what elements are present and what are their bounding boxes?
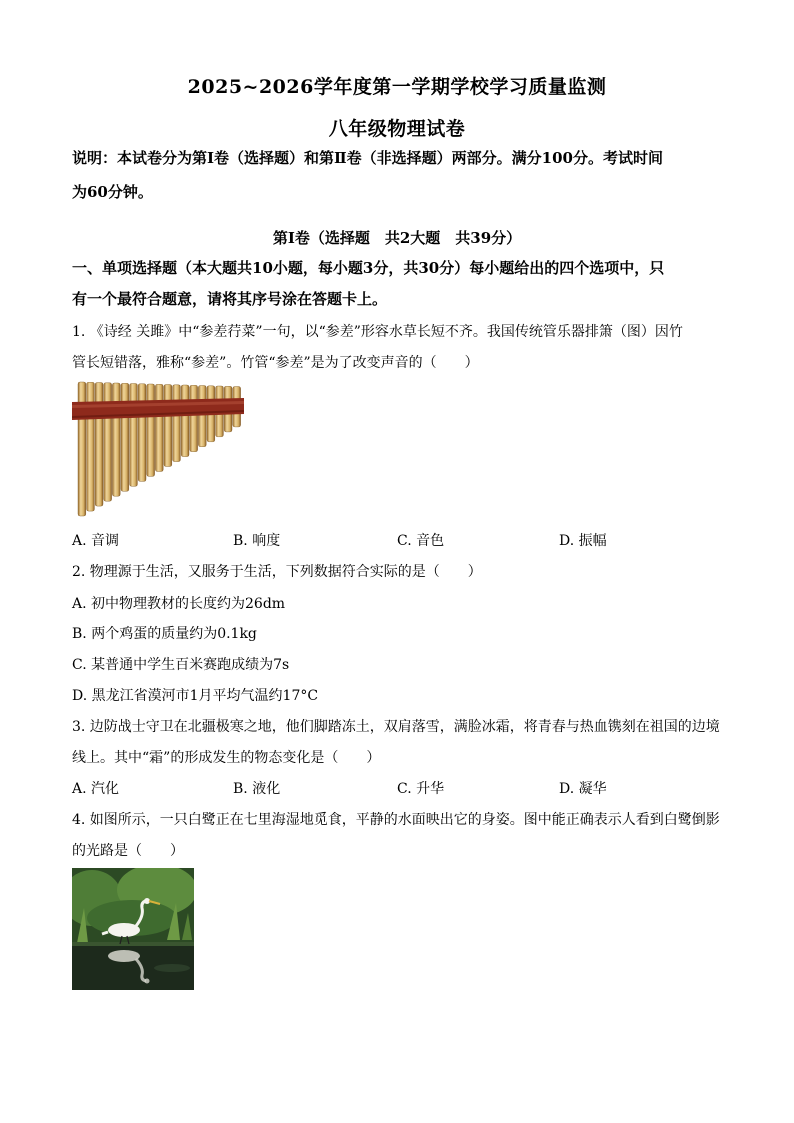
bamboo-pipe <box>198 386 206 447</box>
exam-title: 2025~2026学年度第一学期学校学习质量监测 <box>187 76 607 98</box>
bamboo-pipe <box>104 383 112 501</box>
q3-option-b: B. 液化 <box>233 781 281 797</box>
q2-stem: 2. 物理源于生活，又服务于生活，下列数据符合实际的是（ ） <box>72 564 482 580</box>
q1-option-d: D. 振幅 <box>559 533 607 549</box>
egret-illustration <box>72 868 194 990</box>
bamboo-pipe <box>190 385 198 451</box>
q1-option-b: B. 响度 <box>233 533 281 549</box>
q4-stem-line1: 4. 如图所示，一只白鹭正在七里海湿地觅食，平静的水面映出它的身姿。图中能正确表示人看到白鹭倒影 <box>72 812 720 828</box>
q1-option-a: A. 音调 <box>72 533 120 549</box>
section-heading: 第Ⅰ卷（选择题 共2大题 共39分） <box>272 229 522 247</box>
q3-stem-line1: 3. 边防战士守卫在北疆极寒之地，他们脚踏冻土，双肩落雪，满脸冰霜，将青春与热血镌刻在祖国的边境 <box>72 719 720 735</box>
bamboo-pipe <box>147 384 155 476</box>
bamboo-pipe <box>181 385 189 457</box>
exam-note-line1: 说明：本试卷分为第Ⅰ卷（选择题）和第Ⅱ卷（非选择题）两部分。满分100分。考试时间 <box>72 149 663 167</box>
q2-option-c: C. 某普通中学生百米赛跑成绩为7s <box>72 657 290 673</box>
bamboo-pipe <box>173 385 181 462</box>
panpipe-figure <box>72 380 244 518</box>
bamboo-pipe <box>164 385 172 467</box>
q1-option-c: C. 音色 <box>397 533 445 549</box>
bamboo-pipe <box>95 383 103 507</box>
bamboo-pipe <box>121 383 129 491</box>
panpipe-illustration <box>72 380 244 518</box>
q3-option-d: D. 凝华 <box>559 781 607 797</box>
q1-stem-line2: 管长短错落，雅称“参差”。竹管“参差”是为了改变声音的（ ） <box>72 355 479 371</box>
q2-option-d: D. 黑龙江省漠河市1月平均气温约17°C <box>72 688 319 704</box>
q4-stem-line2: 的光路是（ ） <box>72 843 184 859</box>
q1-stem-line1: 1. 《诗经 关雎》中“参差荇菜”一句，以“参差”形容水草长短不齐。我国传统管乐器排箫（图）因竹 <box>72 324 683 340</box>
part-instructions-line1: 一、单项选择题（本大题共10小题，每小题3分，共30分）每小题给出的四个选项中，只 <box>72 259 665 277</box>
bamboo-pipe <box>112 383 120 496</box>
q3-option-a: A. 汽化 <box>72 781 120 797</box>
bamboo-pipe <box>138 384 146 482</box>
bamboo-pipe <box>130 384 138 487</box>
egret-photo <box>72 868 194 990</box>
bamboo-pipe <box>155 384 163 471</box>
q2-option-a: A. 初中物理教材的长度约为26dm <box>72 596 286 612</box>
q3-option-c: C. 升华 <box>397 781 445 797</box>
q2-option-b: B. 两个鸡蛋的质量约为0.1kg <box>72 626 257 642</box>
q3-stem-line2: 线上。其中“霜”的形成发生的物态变化是（ ） <box>72 750 381 766</box>
exam-note-line2: 为60分钟。 <box>72 183 153 201</box>
exam-subtitle: 八年级物理试卷 <box>328 118 466 140</box>
part-instructions-line2: 有一个最符合题意，请将其序号涂在答题卡上。 <box>72 290 388 308</box>
